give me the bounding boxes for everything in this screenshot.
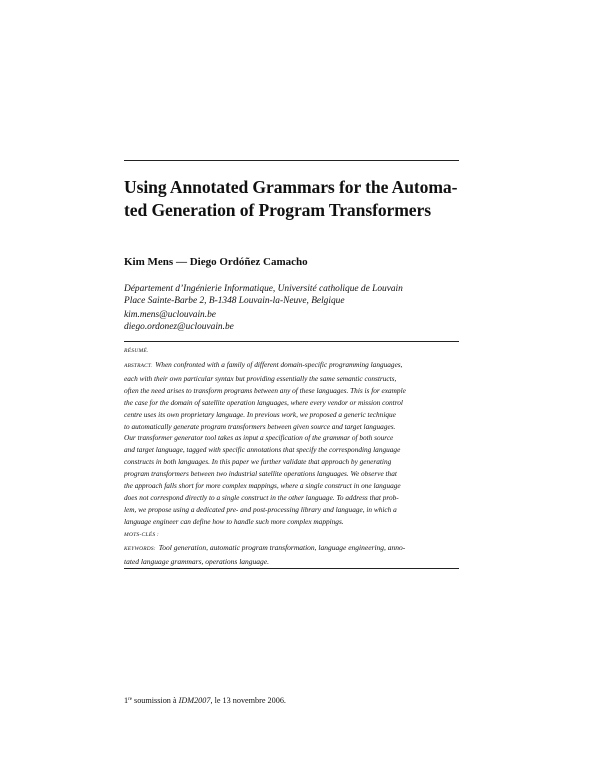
author-emails (124, 309, 234, 334)
abstract-line: constructs in both languages. In this paper we further validate that approach by generating (124, 457, 392, 467)
abstract-line: the approach falls short for more complex mappings, where a single construct in one language (124, 481, 401, 491)
abstract-line: language engineer can define how to handle such more complex mappings. (124, 516, 344, 526)
footnote-number: 1 (124, 696, 129, 705)
title-line: ted Generation of Program Transformers (124, 200, 431, 220)
title-line: Using Annotated Grammars for the Automa- (124, 177, 458, 197)
affiliation-line: Département d’Ingénierie Informatique, Université catholique de Louvain (124, 284, 403, 294)
top-rule (124, 160, 459, 161)
abstract-line: does not correspond directly to a single construct in the other language. To address that prob- (124, 492, 399, 502)
paper-title (124, 176, 462, 222)
footnote-venue: IDM2007 (178, 696, 211, 705)
motscles-label: MOTS-CLÉS : (124, 532, 159, 538)
email-link[interactable]: kim.mens@uclouvain.be (124, 310, 216, 320)
email-link[interactable]: diego.ordonez@uclouvain.be (124, 322, 234, 333)
keywords-line: KEYWORDS: Tool generation, automatic program transformation, language engineering, anno- (124, 543, 406, 552)
abstract-line: and target language, tagged with specific annotations that specify the corresponding language (124, 445, 401, 455)
abstract (124, 359, 460, 528)
footnote-superscript: re (128, 697, 132, 702)
affiliation (124, 283, 403, 308)
keywords-line: tated language grammars, operations language. (124, 556, 269, 566)
abstract-line: to automatically generate program transformers between given source and target languages. (124, 421, 396, 431)
authors: Kim Mens — Diego Ordóñez Camacho (124, 256, 308, 268)
affiliation-line: Place Sainte-Barbe 2, B-1348 Louvain-la-Neuve, Belgique (124, 296, 345, 307)
abstract-line: the case for the domain of satellite operation languages, where every vendor or mission control (124, 397, 403, 407)
keywords-label: KEYWORDS: (124, 546, 156, 552)
abstract-line: centre uses its own proprietary language. In previous work, we proposed a generic technique (124, 409, 396, 419)
abstract-line: program transformers between two industrial satellite operations languages. We observe that (124, 469, 397, 479)
bottom-rule (124, 568, 459, 569)
abstract-rule (124, 341, 459, 342)
abstract-line: ABSTRACT. When confronted with a family of different domain-specific programming languages, (124, 360, 403, 369)
abstract-line: often the need arises to transform programs between any of these languages. This is for example (124, 385, 406, 395)
keywords (124, 542, 460, 568)
resume-label: RÉSUMÉ. (124, 348, 149, 354)
abstract-line: Our transformer generator tool takes as input a specification of the grammar of both source (124, 433, 394, 443)
abstract-line: lem, we propose using a dedicated pre- and post-processing library and language, in which a (124, 504, 397, 514)
abstract-label: ABSTRACT. (124, 363, 153, 369)
abstract-line: each with their own particular syntax but providing essentially the same semantic constructs, (124, 373, 397, 383)
footnote: 1re soumission à IDM2007, le 13 novembre 2006. (124, 696, 286, 705)
